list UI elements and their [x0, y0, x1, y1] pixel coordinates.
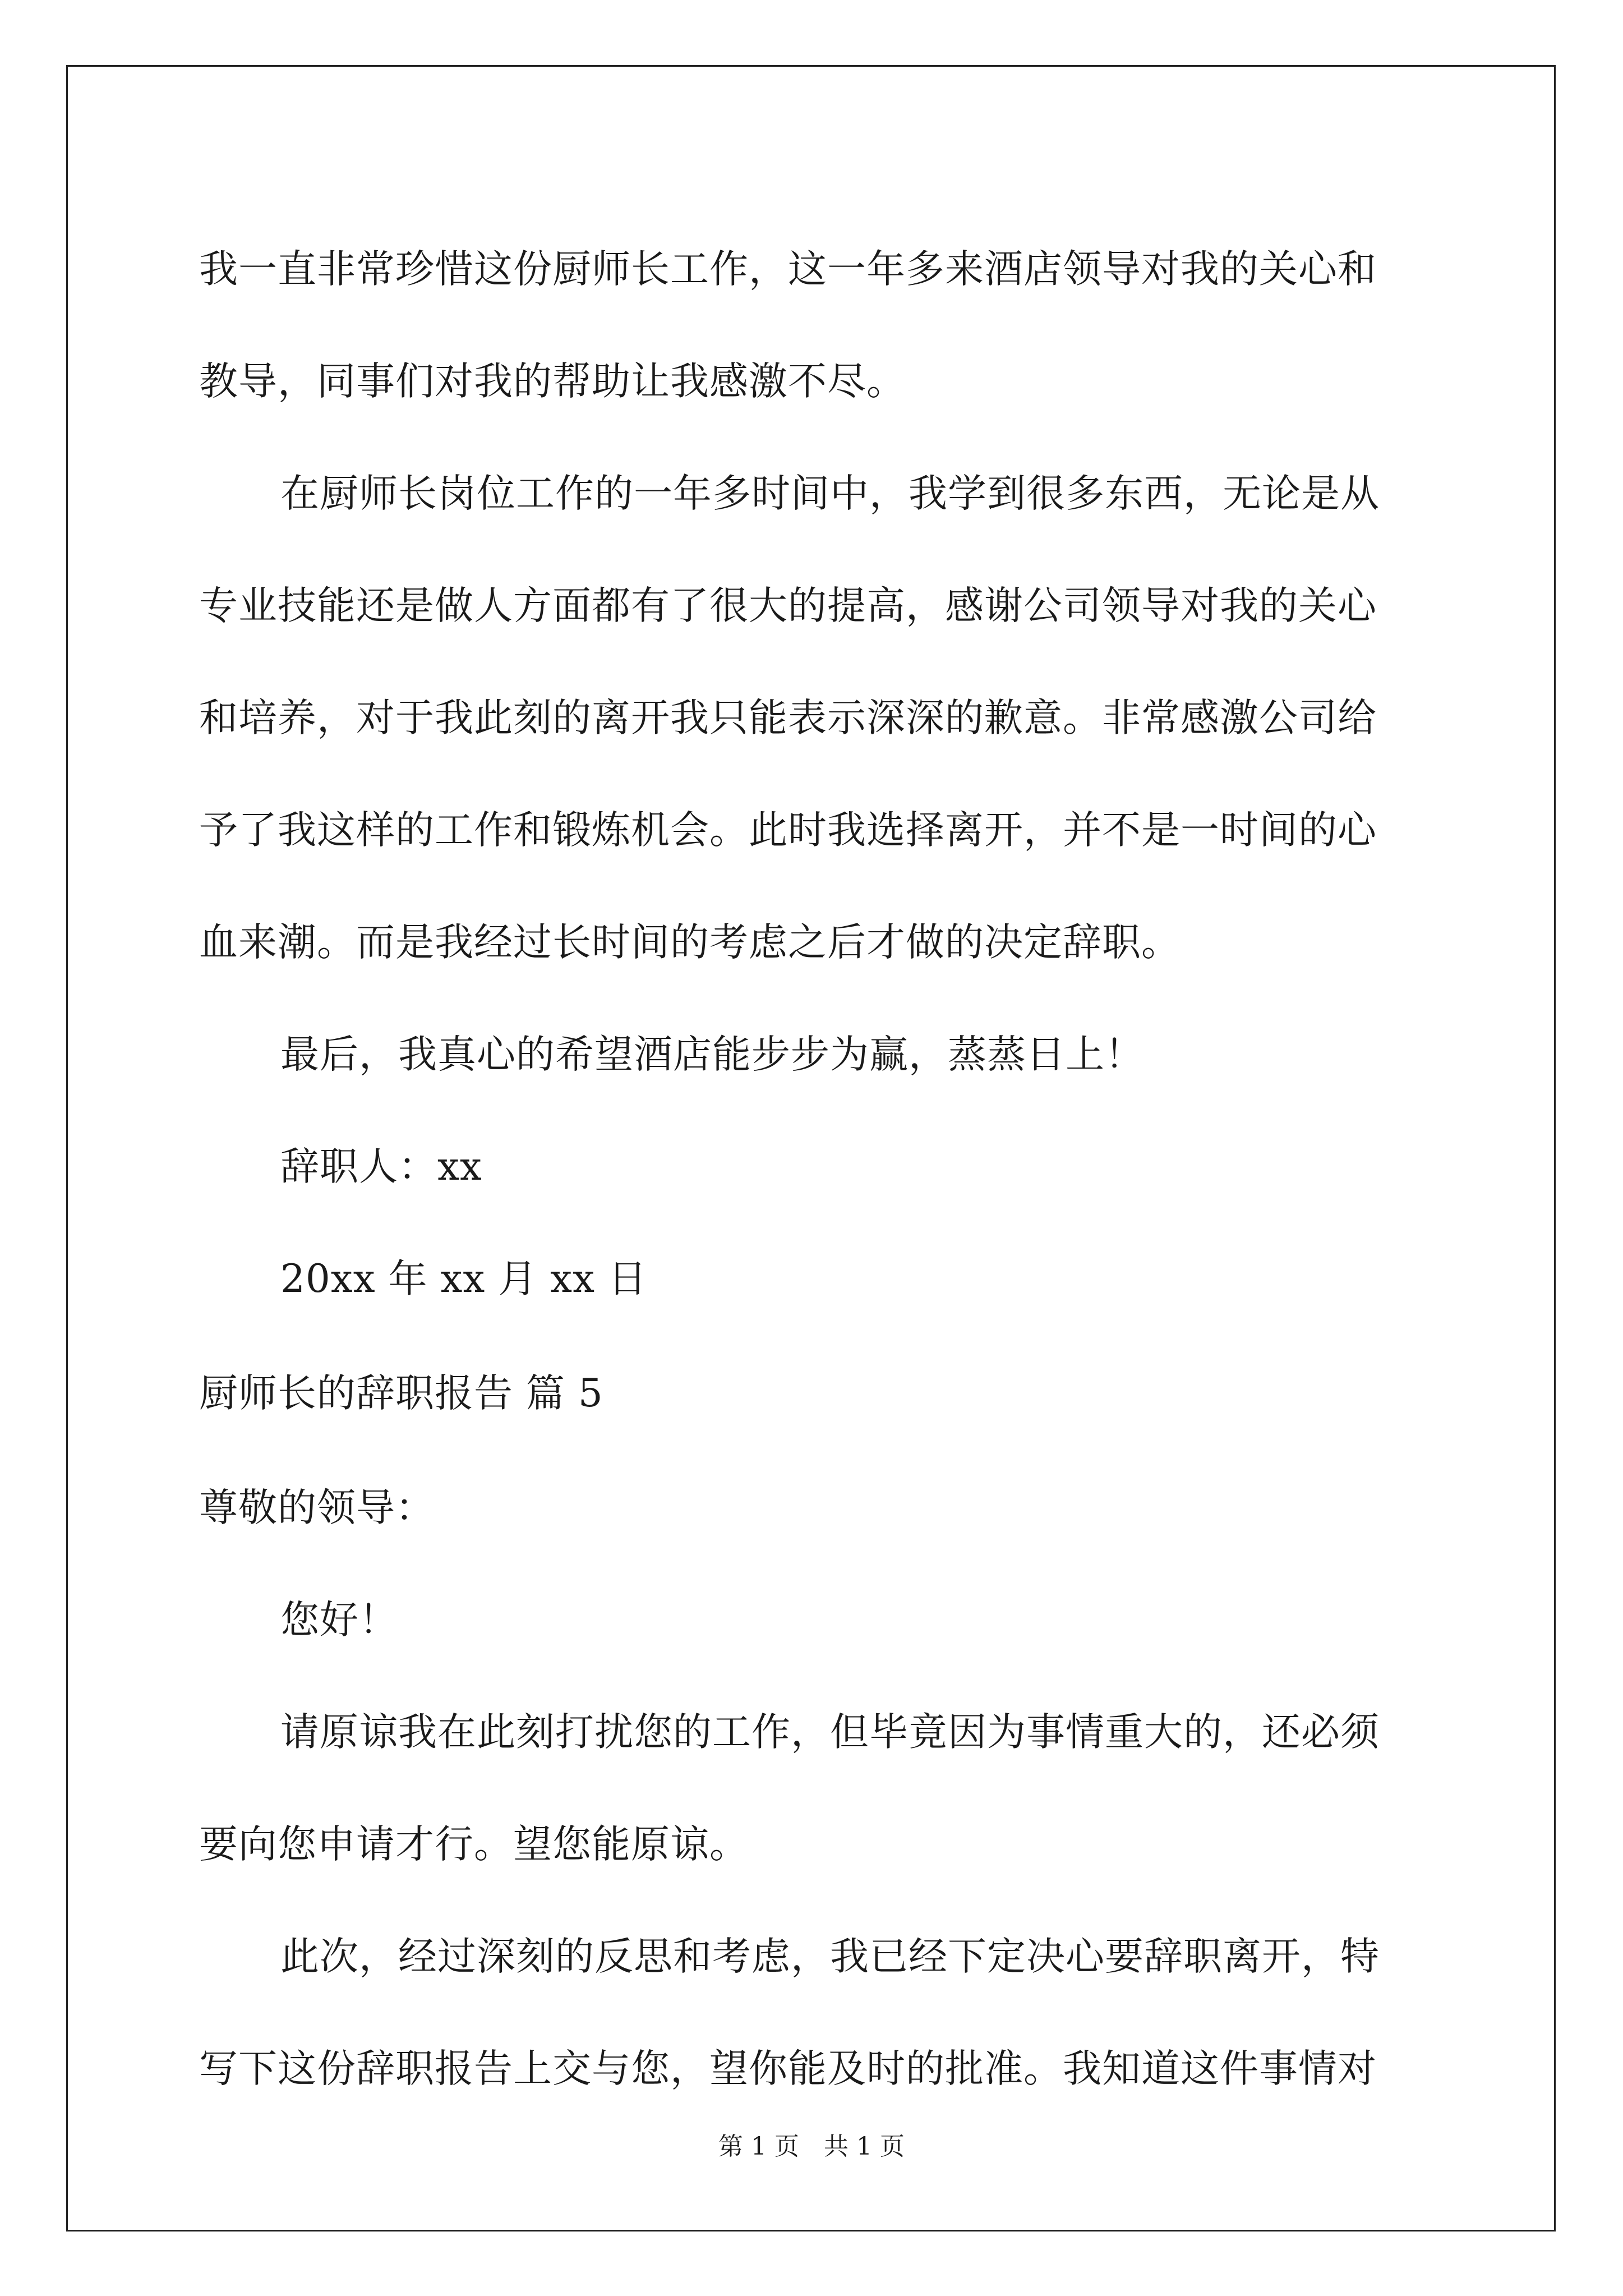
- section-title: 厨师长的辞职报告 篇 5: [199, 1371, 603, 1416]
- text-line: 予了我这样的工作和锻炼机会。此时我选择离开，并不是一时间的心: [199, 808, 1377, 853]
- text-line: 教导，同事们对我的帮助让我感激不尽。: [199, 359, 906, 404]
- text-line: 请原谅我在此刻打扰您的工作，但毕竟因为事情重大的，还必须: [280, 1710, 1380, 1755]
- text-line: 在厨师长岗位工作的一年多时间中，我学到很多东西，无论是从: [280, 471, 1380, 516]
- greeting: 您好！: [280, 1598, 398, 1642]
- text-line: 要向您申请才行。望您能原谅。: [199, 1822, 749, 1867]
- text-line: 血来潮。而是我经过长时间的考虑之后才做的决定辞职。: [199, 920, 1181, 965]
- text-line: 我一直非常珍惜这份厨师长工作，这一年多来酒店领导对我的关心和: [199, 247, 1377, 292]
- salutation: 尊敬的领导：: [199, 1485, 435, 1530]
- text-line: 最后，我真心的希望酒店能步步为赢，蒸蒸日上！: [280, 1032, 1144, 1077]
- date-line: 20xx 年 xx 月 xx 日: [280, 1257, 647, 1301]
- document-body: [199, 213, 1430, 2125]
- page-number-footer: 第 1 页 共 1 页: [718, 2132, 905, 2161]
- text-line: 专业技能还是做人方面都有了很大的提高，感谢公司领导对我的关心: [199, 583, 1377, 628]
- text-line: 写下这份辞职报告上交与您，望你能及时的批准。我知道这件事情对: [199, 2046, 1377, 2091]
- text-line: 和培养，对于我此刻的离开我只能表示深深的歉意。非常感激公司给: [199, 696, 1377, 740]
- signature-line: 辞职人：xx: [280, 1144, 482, 1189]
- text-line: 此次，经过深刻的反思和考虑，我已经下定决心要辞职离开，特: [280, 1934, 1380, 1979]
